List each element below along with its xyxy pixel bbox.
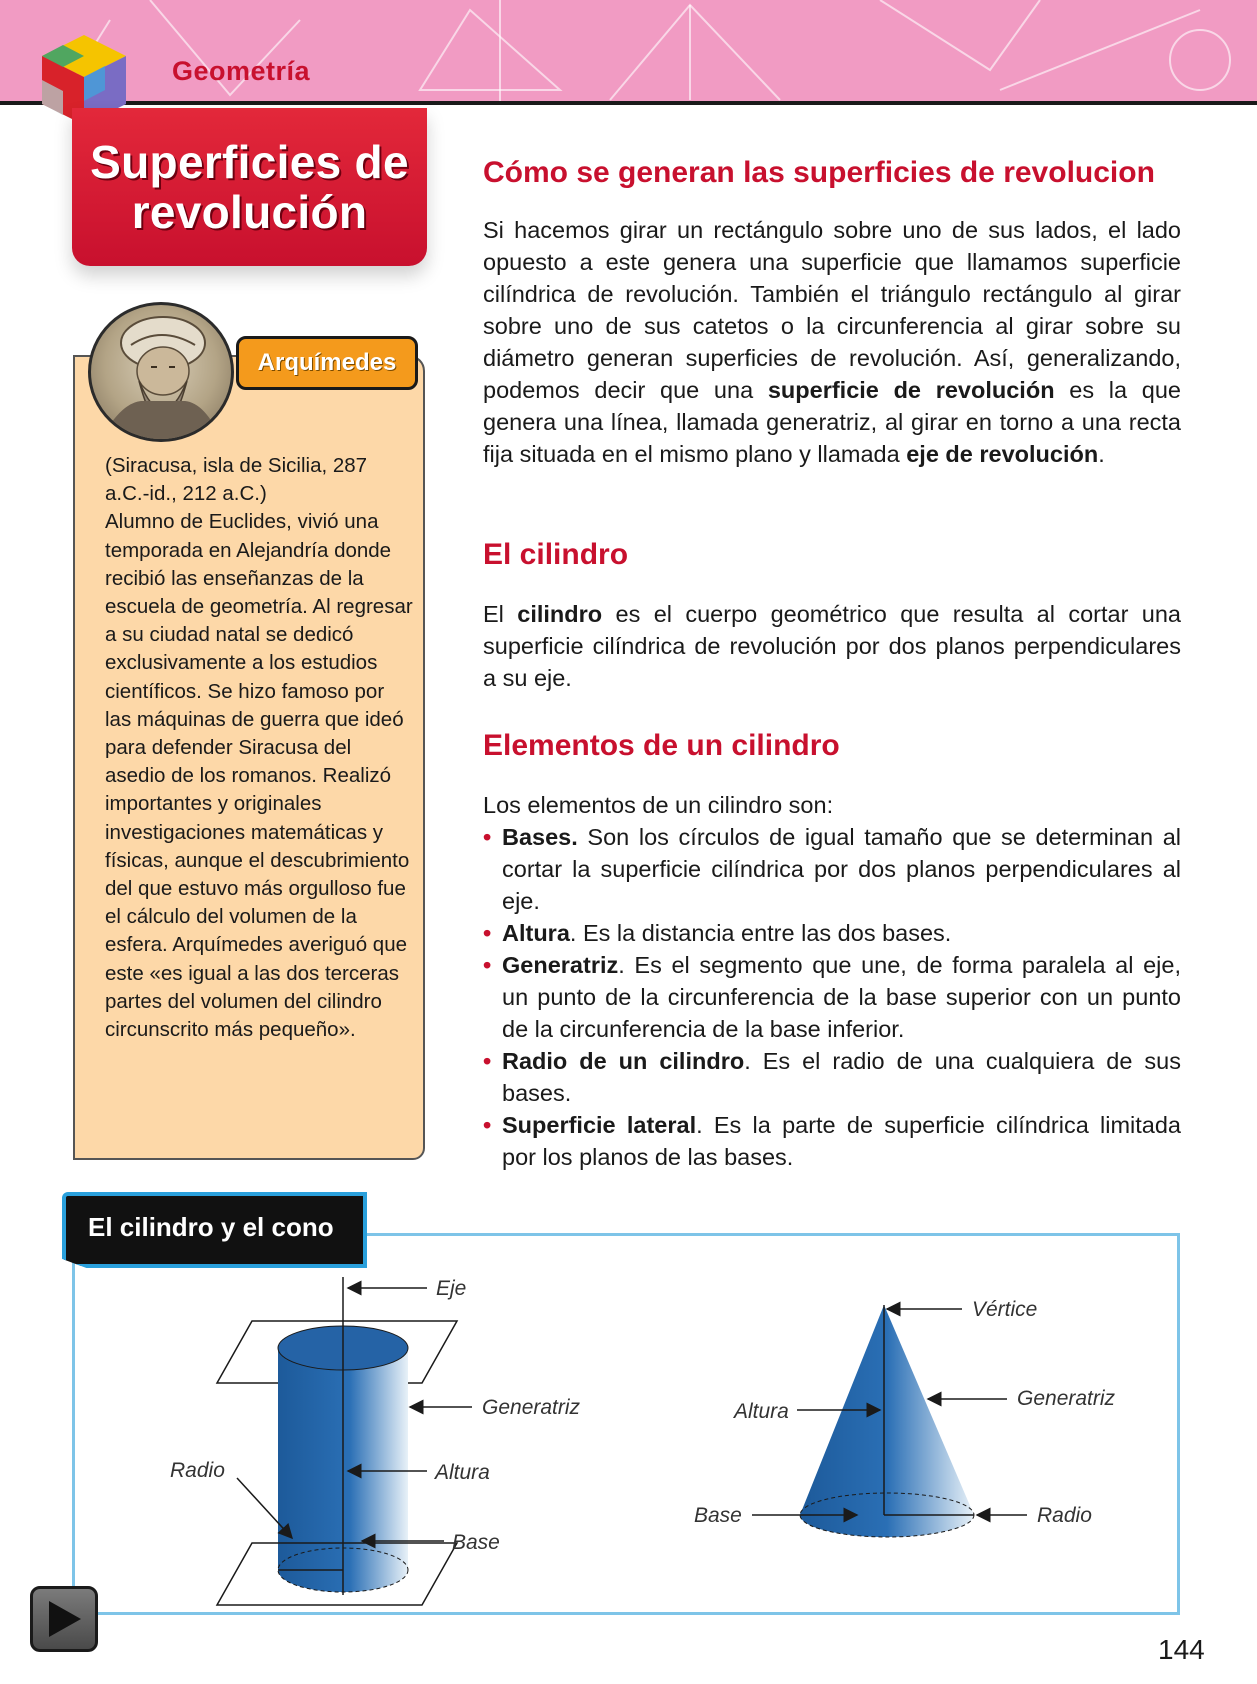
label-generatriz: Generatriz <box>482 1396 581 1419</box>
revolution-text-3: . <box>1098 441 1105 467</box>
cylinder-paragraph <box>483 598 1181 694</box>
section-heading-cylinder: El cilindro <box>483 538 629 571</box>
list-item <box>483 1109 1181 1173</box>
page-title-line-2: revolución <box>131 186 368 238</box>
list-item <box>483 821 1181 917</box>
list-item-term: Altura <box>502 920 570 946</box>
term-cilindro: cilindro <box>517 601 603 627</box>
label-radio: Radio <box>1037 1504 1092 1527</box>
biography-dates: (Siracusa, isla de Sicilia, 287 a.C.-id., 212 a.C.) <box>105 454 368 506</box>
list-item-term: Generatriz <box>502 952 619 978</box>
banner-divider <box>0 101 1257 105</box>
list-item-text: . Es la distancia entre las dos bases. <box>569 920 952 946</box>
revolution-text-1: Si hacemos girar un rectángulo sobre uno de sus lados, el lado opuesto a este genera una superficie que llamamos superficie cilíndrica de revolución. También el triángulo rectángulo al girar sobre uno de sus catetos o la circunferencia al girar sobre su diámetro generan superficies de revolución. Así, generalizando, podemos decir que una <box>483 217 1181 403</box>
bullet-marker: • <box>483 824 492 850</box>
term-eje-revolucion: eje de revolución <box>906 441 1099 467</box>
play-icon <box>45 1599 83 1639</box>
revolution-paragraph <box>483 214 1181 470</box>
page-title-line-1: Superficies de <box>90 136 409 188</box>
elements-list-block <box>483 789 1181 1173</box>
name-tag-label: Arquímedes <box>257 349 397 376</box>
cone-figure <box>694 1298 1116 1537</box>
list-item <box>483 1045 1181 1109</box>
cylinder-text-1: El <box>483 601 518 627</box>
section-heading-revolution: Cómo se generan las superficies de revolucion <box>483 156 1155 189</box>
list-item-text: . Es el segmento que une, de forma paralela al eje, un punto de la circunferencia de la base superior con un punto de la circunferencia de la base inferior. <box>502 952 1181 1042</box>
list-item-term: Superficie lateral <box>502 1112 697 1138</box>
elements-list <box>483 821 1181 1173</box>
label-vertice: Vértice <box>972 1298 1038 1321</box>
list-item-text: . Es la parte de superficie cilíndrica limitada por los planos de las bases. <box>502 1112 1181 1170</box>
name-tag <box>236 336 418 390</box>
section-heading-elements: Elementos de un cilindro <box>483 729 840 762</box>
biography-body: Alumno de Euclides, vivió una temporada en Alejandría donde recibió las enseñanzas de la escuela de geometría. Al regresar a su ciudad natal se dedicó exclusivamente a los estudios científicos. Se hizo famoso por las máquinas de guerra que ideó para defender Siracusa del asedio de los romanos. Realizó importantes y originales investigaciones matemáticas y físicas, aunque el descubrimiento del que estuvo más orgulloso fue el cálculo del volumen de la esfera. Arquímedes averiguó que este «es igual a las dos terceras partes del volumen del cilindro circunscrito más pequeño». <box>105 510 413 1042</box>
diagram-title-tab <box>62 1192 374 1274</box>
bullet-marker: • <box>483 1048 492 1074</box>
label-altura: Altura <box>435 1461 490 1484</box>
label-radio: Radio <box>170 1459 225 1482</box>
cylinder-figure <box>170 1277 581 1605</box>
bullet-marker: • <box>483 1112 492 1138</box>
list-item-term: Bases. <box>502 824 578 850</box>
page-number: 144 <box>1158 1634 1205 1665</box>
bullet-marker: • <box>483 920 492 946</box>
label-generatriz: Generatriz <box>1017 1387 1116 1410</box>
portrait-illustration <box>91 305 231 439</box>
list-item <box>483 917 1181 949</box>
list-item-text: . Es el radio de una cualquiera de sus bases. <box>502 1048 1181 1106</box>
play-button[interactable] <box>30 1586 98 1652</box>
list-item-term: Radio de un cilindro <box>502 1048 745 1074</box>
label-eje: Eje <box>436 1277 467 1300</box>
cylinder-cone-diagram <box>72 1233 1180 1615</box>
list-item <box>483 949 1181 1045</box>
archimedes-portrait <box>88 302 234 442</box>
biography-text <box>105 452 415 1044</box>
revolution-text-2: es la que genera una línea, llamada generatriz, al girar en torno a una recta fija situada en el mismo plano y llamada <box>483 377 1181 467</box>
label-altura: Altura <box>734 1400 789 1423</box>
section-label: Geometría <box>172 56 311 86</box>
page-title-box <box>72 108 427 266</box>
list-item-text: Son los círculos de igual tamaño que se determinan al cortar la superficie cilíndrica por dos planos perpendiculares al eje. <box>502 824 1181 914</box>
elements-intro: Los elementos de un cilindro son: <box>483 792 834 818</box>
cylinder-text-2: es el cuerpo geométrico que resulta al cortar una superficie cilíndrica de revolución por dos planos perpendiculares a su eje. <box>483 601 1181 691</box>
label-base: Base <box>694 1504 742 1527</box>
diagram-title: El cilindro y el cono <box>88 1212 334 1242</box>
bullet-marker: • <box>483 952 492 978</box>
label-base: Base <box>452 1531 500 1554</box>
term-superficie-revolucion: superficie de revolución <box>767 377 1055 403</box>
